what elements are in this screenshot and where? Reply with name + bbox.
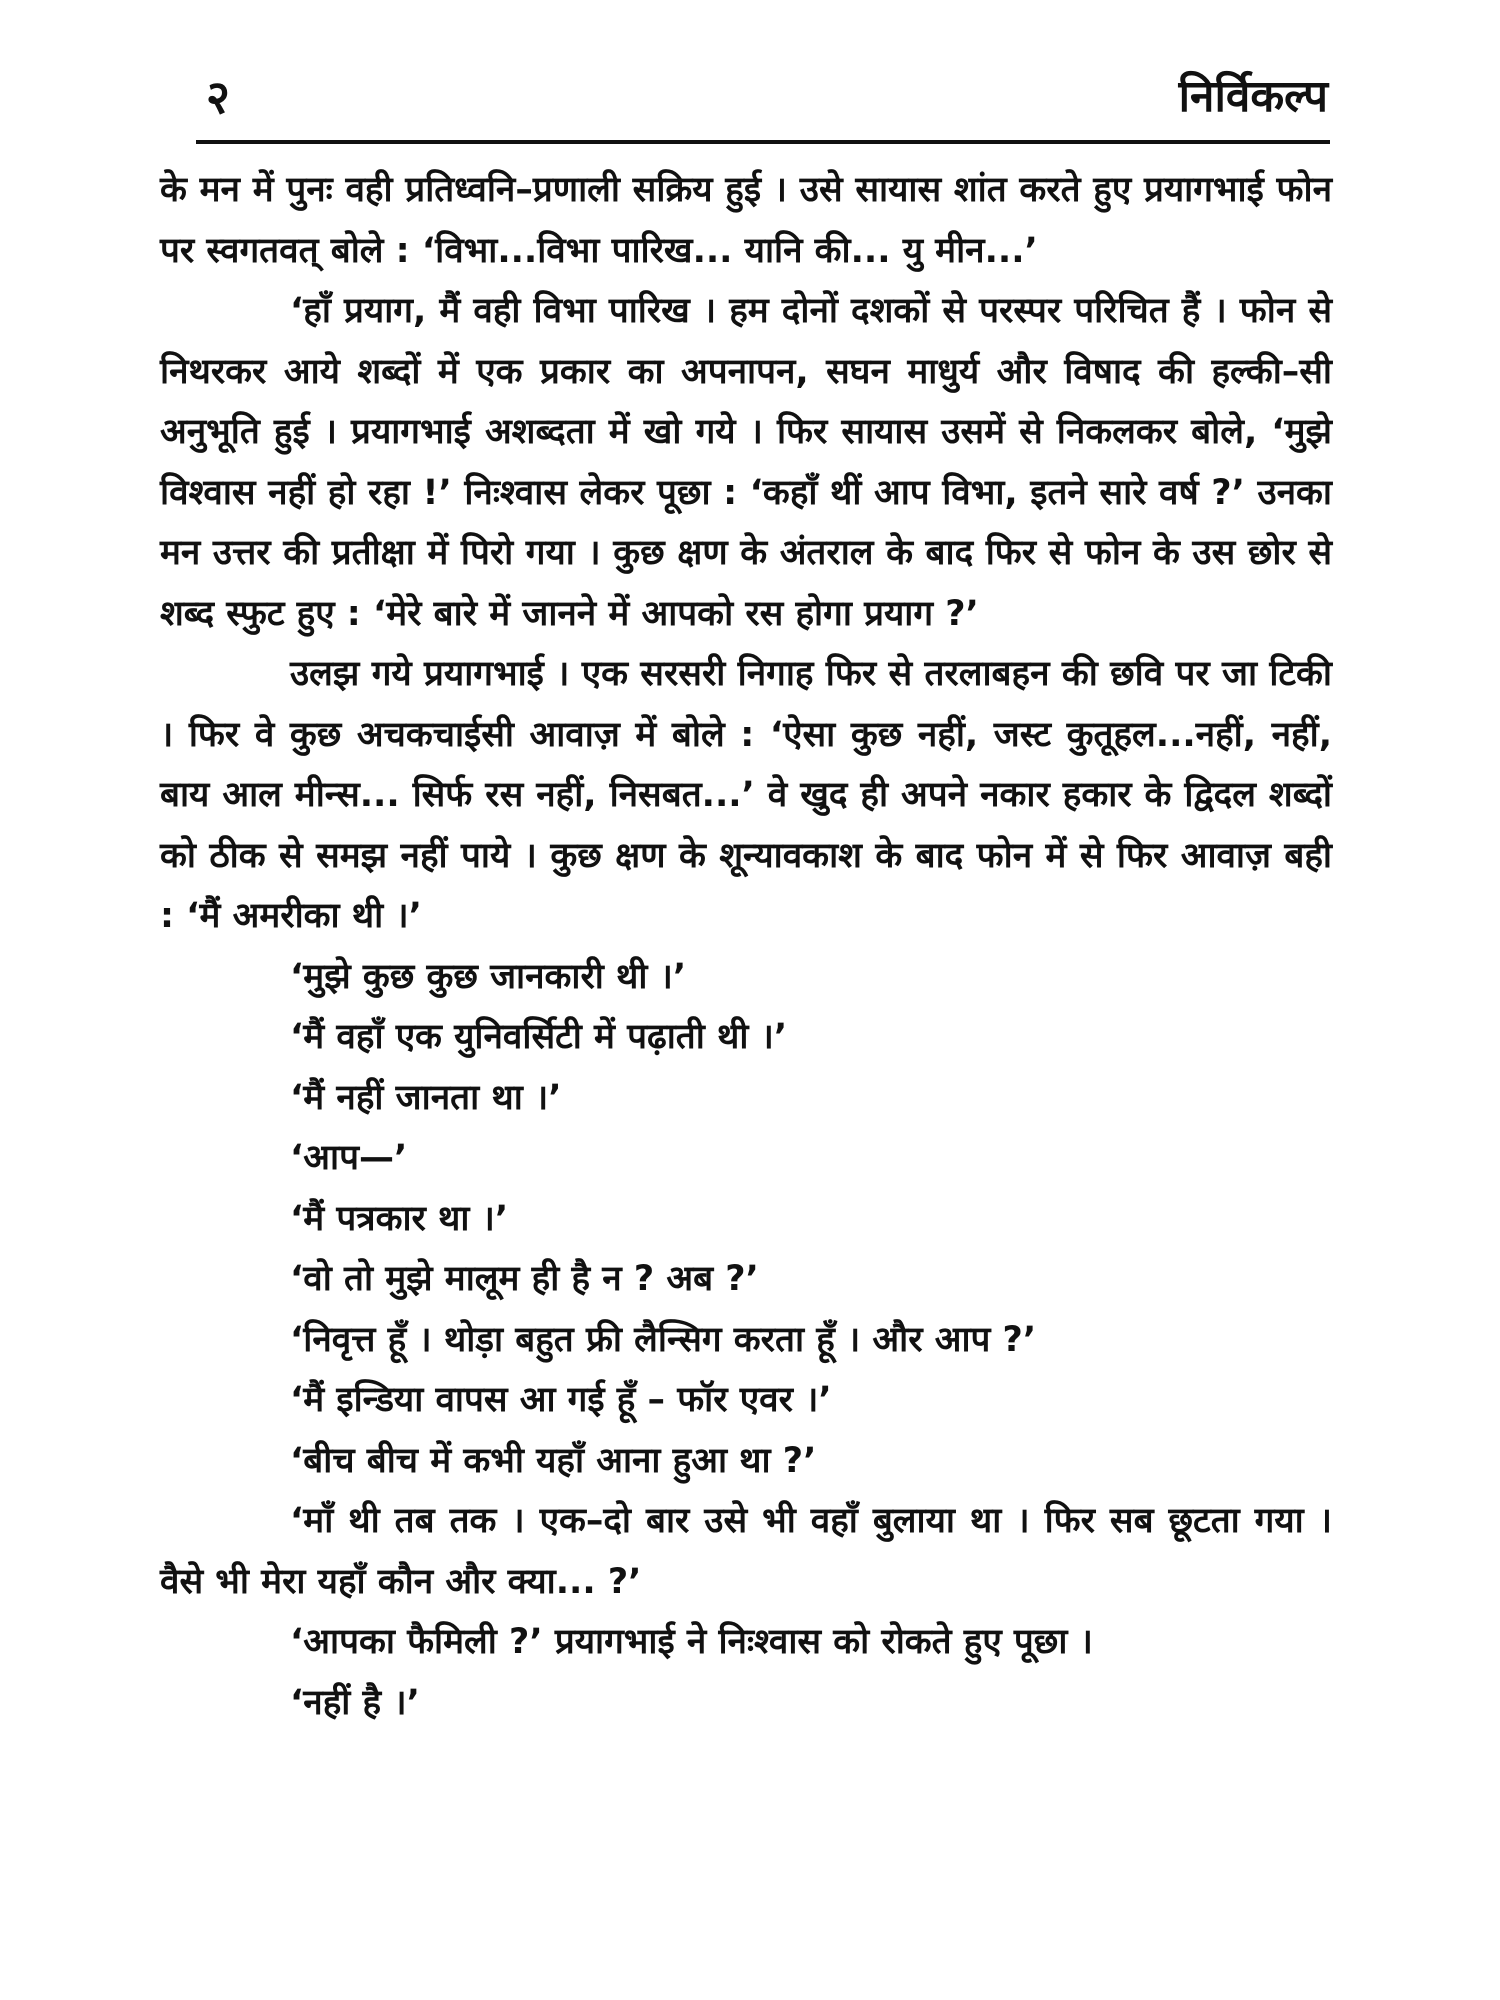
dialogue-line: ‘बीच बीच में कभी यहाँ आना हुआ था ?’ [290,1440,817,1481]
running-title: निर्विकल्प [1178,71,1328,122]
dialogue-line: ‘आप—’ [290,1138,408,1178]
paragraph: ‘हाँ प्रयाग, मैं वही विभा पारिख । हम दोनों दशकों से परस्पर परिचित हैं । फोन से निथरकर आये शब्दों में एक प्रकार का अपनापन, सघन माधुर्य और विषाद की हल्की–सी अनुभूति हुई । प्रयागभाई अशब्दता में खो गये । फिर सायास उसमें से निकलकर बोले, ‘मुझे विश्वास नहीं हो रहा !’ निःश्वास लेकर पूछा : ‘कहाँ थीं आप विभा, इतने सारे वर्ष ?’ उनका मन उत्तर की प्रतीक्षा में पिरो गया । कुछ क्षण के अंतराल के बाद फिर से फोन के उस छोर से शब्द स्फुट हुए : ‘मेरे बारे में जानने में आपको रस होगा प्रयाग ?’ [160,291,1332,634]
paragraph: के मन में पुनः वही प्रतिध्वनि–प्रणाली सक्रिय हुई । उसे सायास शांत करते हुए प्रयागभाई फोन पर स्वगतवत् बोले : ‘विभा...विभा पारिख... यानि की... यु मीन...’ [160,170,1332,271]
dialogue-line: ‘मुझे कुछ कुछ जानकारी थी ।’ [290,956,687,997]
page-header [196,66,1328,128]
dialogue-line: ‘निवृत्त हूँ । थोड़ा बहुत फ्री लैन्सिग करता हूँ । और आप ?’ [290,1319,1037,1360]
dialogue-line: ‘मैं इन्डिया वापस आ गई हूँ – फॉर एवर ।’ [290,1380,832,1420]
page-number: २ [206,70,230,124]
dialogue-line: ‘मैं नहीं जानता था ।’ [290,1077,562,1118]
body-text [160,160,1332,1733]
dialogue-line: ‘मैं पत्रकार था ।’ [290,1198,509,1239]
header-rule [196,140,1330,144]
dialogue-line: ‘वो तो मुझे मालूम ही है न ? अब ?’ [290,1259,759,1299]
dialogue-line: ‘आपका फैमिली ?’ प्रयागभाई ने निःश्वास को रोकते हुए पूछा । [290,1622,1093,1662]
paragraph: ‘माँ थी तब तक । एक–दो बार उसे भी वहाँ बुलाया था । फिर सब छूटता गया । वैसे भी मेरा यहाँ कौन और क्या... ?’ [160,1501,1332,1602]
dialogue-line: ‘नहीं है ।’ [290,1682,420,1723]
dialogue-line: ‘मैं वहाँ एक युनिवर्सिटी में पढ़ाती थी ।’ [290,1017,788,1057]
paragraph: उलझ गये प्रयागभाई । एक सरसरी निगाह फिर से तरलाबहन की छवि पर जा टिकी । फिर वे कुछ अचकचाईसी आवाज़ में बोले : ‘ऐसा कुछ नहीं, जस्ट कुतूहल...नहीं, नहीं, बाय आल मीन्स... सिर्फ रस नहीं, निसबत...’ वे खुद ही अपने नकार हकार के द्विदल शब्दों को ठीक से समझ नहीं पाये । कुछ क्षण के शून्यावकाश के बाद फोन में से फिर आवाज़ बही : ‘मैं अमरीका थी ।’ [160,654,1332,936]
